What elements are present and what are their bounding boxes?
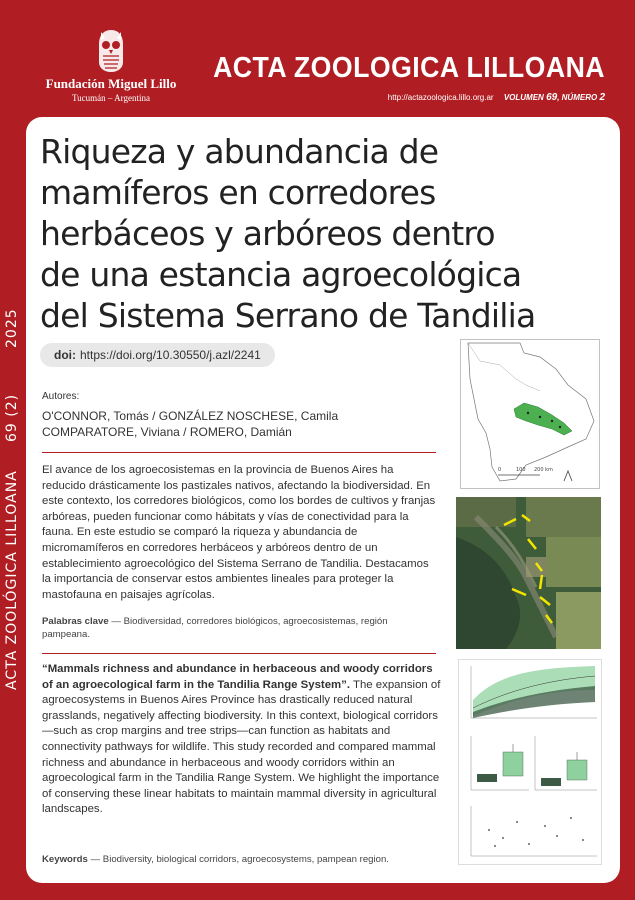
satellite-image [456,497,601,649]
keywords-english: Keywords — Biodiversity, biological corridors, agroecosystems, pampean region. [42,854,389,865]
authors-list [42,408,338,440]
charts-image [459,660,601,864]
volume-label: VOLUMEN [503,93,544,102]
map-image [460,339,600,489]
map-scale-label: 0 [498,467,502,473]
article-title: Riqueza y abundancia de mamíferos en corredores herbáceos y arbóreos dentro de una estancia agroecológica del Sistema Serrano de Tandilia [40,132,536,335]
authors-label: Autores: [42,391,80,402]
authors-line: O'CONNOR, Tomás / GONZÁLEZ NOSCHESE, Camila [42,409,339,423]
keywords-es-label: Palabras clave [42,616,109,627]
sidebar-journal-name: ACTA ZOOLÓGICA LILLOANA [4,470,20,690]
keywords-en-text: Biodiversity, biological corridors, agroecosystems, pampean region. [102,854,389,865]
foundation-name: Fundación Miguel Lillo [45,76,177,91]
keywords-spanish: Palabras clave — Biodiversidad, corredores biológicos, agroecosistemas, región pampeana. [42,616,388,640]
divider [42,452,436,453]
doi-label: doi: [54,348,76,362]
figure-map [460,339,600,489]
sidebar-issue: 69 (2) [4,393,20,442]
figure-charts [458,659,602,865]
map-scale-label: 200 km [534,467,553,473]
doi-link[interactable]: https://doi.org/10.30550/j.azl/2241 [80,348,261,362]
volume-number: 69 [546,92,558,103]
abstract-english [42,662,442,818]
english-title: “Mammals richness and abundance in herbaceous and woody corridors of an agroecological farm in the Tandilia Range System”. [42,663,433,691]
english-abstract-text: The expansion of agroecosystems in Buenos Aires Province has drastically reduced natural grasslands, negatively affecting biodiversity. In this context, biological corridors—such as crop margins and tree strips—can function as habitats and connectivity pathways for wildlife. This study recorded and compared mammal richness and abundance in herbaceous and woody corridors within an agroecological farm in the Tandilia Range System. We highlight the importance of conserving these linear habitats to maintain mammal diversity in agricultural landscapes. [42,678,441,816]
foundation-logo [36,28,186,103]
keywords-es-text: Biodiversidad, corredores biológicos, agroecosistemas, región pampeana. [42,616,388,640]
issue-label: NÚMERO [561,93,598,102]
abstract-spanish: El avance de los agroecosistemas en la provincia de Buenos Aires ha reducido drásticamente los pastizales nativos, afectando la biodiversidad. En este contexto, los corredores biológicos, como los bordes de cultivos y franjas arbóreas, pueden funcionar como hábitats y vías de conectividad para la fauna. En este estudio se comparó la riqueza y abundancia de micromamíferos en corredores herbáceos y arbóreos dentro de un establecimiento agroecológico del Sistema Serrano de Tandilia. Destacamos la importancia de conservar estos ambientes lineales para proteger la mastofauna en paisajes agrícolas. [42,464,436,601]
authors-line: COMPARATORE, Viviana / ROMERO, Damián [42,425,292,439]
divider [42,653,436,654]
map-scale-label: 100 [516,467,526,473]
sidebar [0,290,26,710]
sidebar-year: 2025 [4,308,20,348]
journal-title: ACTA ZOOLOGICA LILLOANA [213,52,605,84]
figure-satellite [456,497,601,649]
foundation-subtitle: Tucumán – Argentina [72,93,150,103]
journal-meta [388,92,605,103]
issue-number: 2 [599,92,605,103]
owl-icon [93,28,129,74]
article-card [26,117,620,883]
keywords-en-label: Keywords [42,854,88,865]
volume-info: VOLUMEN 69, NÚMERO 2 [503,92,605,103]
doi-pill[interactable] [40,343,275,367]
journal-url[interactable]: http://actazoologica.lillo.org.ar [387,93,494,102]
